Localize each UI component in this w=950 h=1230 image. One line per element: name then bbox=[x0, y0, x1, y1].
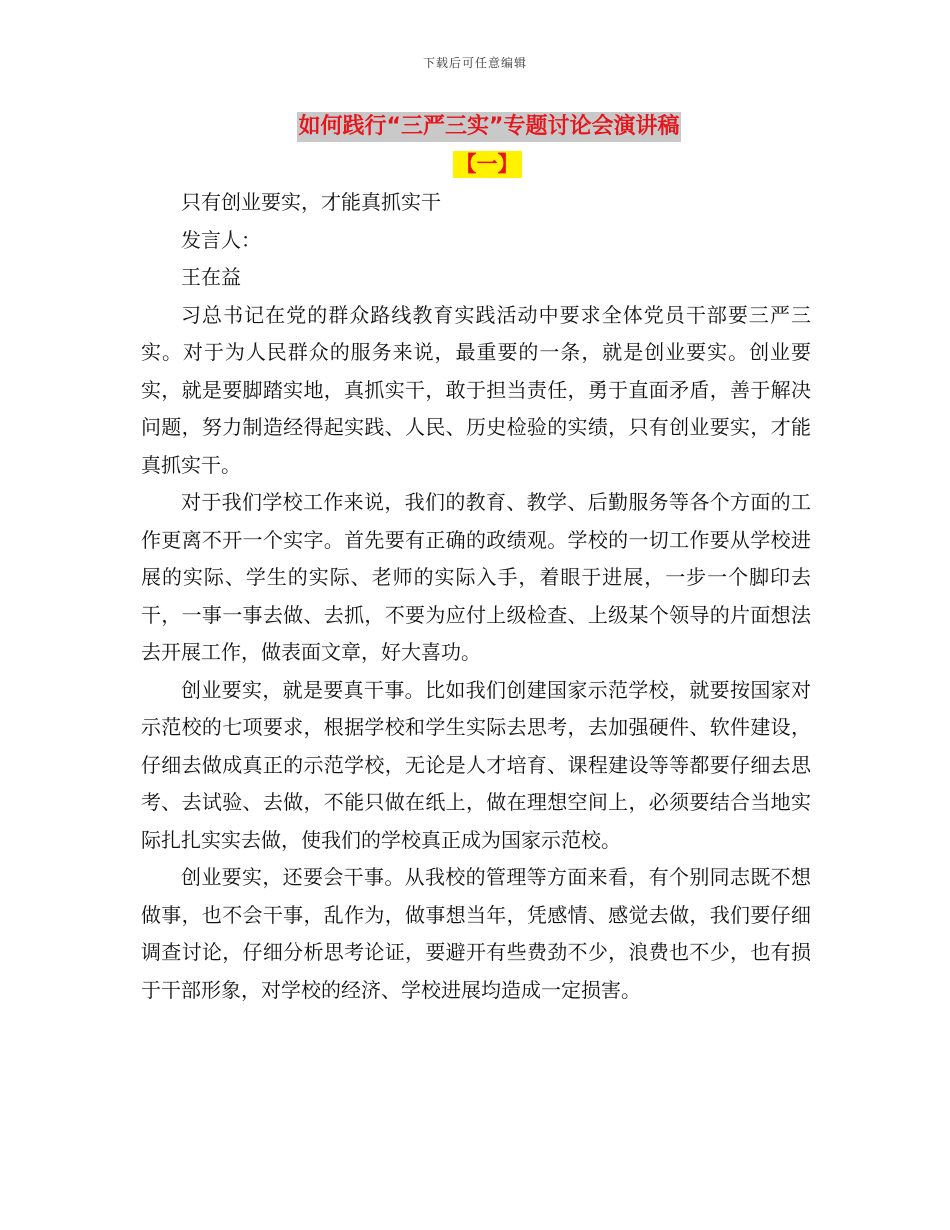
body-paragraph: 创业要实，就是要真干事。比如我们创建国家示范学校，就要按国家对示范校的七项要求，根据学校和学生实际去思考，去加强硬件、软件建设，仔细去做成真正的示范学校，无论是人才培育、课程建设等等都要仔细去思考、去试验、去做，不能只做在纸上，做在理想空间上，必须要结合当地实际扎扎实实去做，使我们的学校真正成为国家示范校。 bbox=[141, 677, 811, 852]
speaker-name: 王在益 bbox=[181, 265, 241, 289]
speech-heading: 只有创业要实，才能真抓实干 bbox=[181, 190, 441, 214]
body-paragraph: 习总书记在党的群众路线教育实践活动中要求全体党员干部要三严三实。对于为人民群众的服务来说，最重要的一条，就是创业要实。创业要实，就是要脚踏实地，真抓实干，敢于担当责任，勇于直面矛盾，善于解决问题，努力制造经得起实践、人民、历史检验的实绩，只有创业要实，才能真抓实干。 bbox=[141, 302, 811, 477]
document-body bbox=[141, 184, 811, 1009]
section-marker: 【一】 bbox=[453, 151, 522, 178]
body-paragraph: 创业要实，还要会干事。从我校的管理等方面来看，有个别同志既不想做事，也不会干事，乱作为，做事想当年，凭感情、感觉去做，我们要仔细调查讨论，仔细分析思考论证，要避开有些费劲不少，浪费也不少，也有损于干部形象，对学校的经济、学校进展均造成一定损害。 bbox=[141, 865, 811, 1002]
title-container bbox=[0, 112, 950, 142]
document-title: 如何践行“三严三实”专题讨论会演讲稿 bbox=[297, 112, 682, 142]
header-note: 下载后可任意编辑 bbox=[422, 56, 527, 70]
speaker-label: 发言人： bbox=[181, 227, 261, 252]
subtitle-container bbox=[0, 151, 950, 178]
body-paragraph: 对于我们学校工作来说，我们的教育、教学、后勤服务等各个方面的工作更离不开一个实字。首先要有正确的政绩观。学校的一切工作要从学校进展的实际、学生的实际、老师的实际入手，着眼于进展，一步一个脚印去干，一事一事去做、去抓，不要为应付上级检查、上级某个领导的片面想法去开展工作，做表面文章，好大喜功。 bbox=[141, 490, 811, 664]
